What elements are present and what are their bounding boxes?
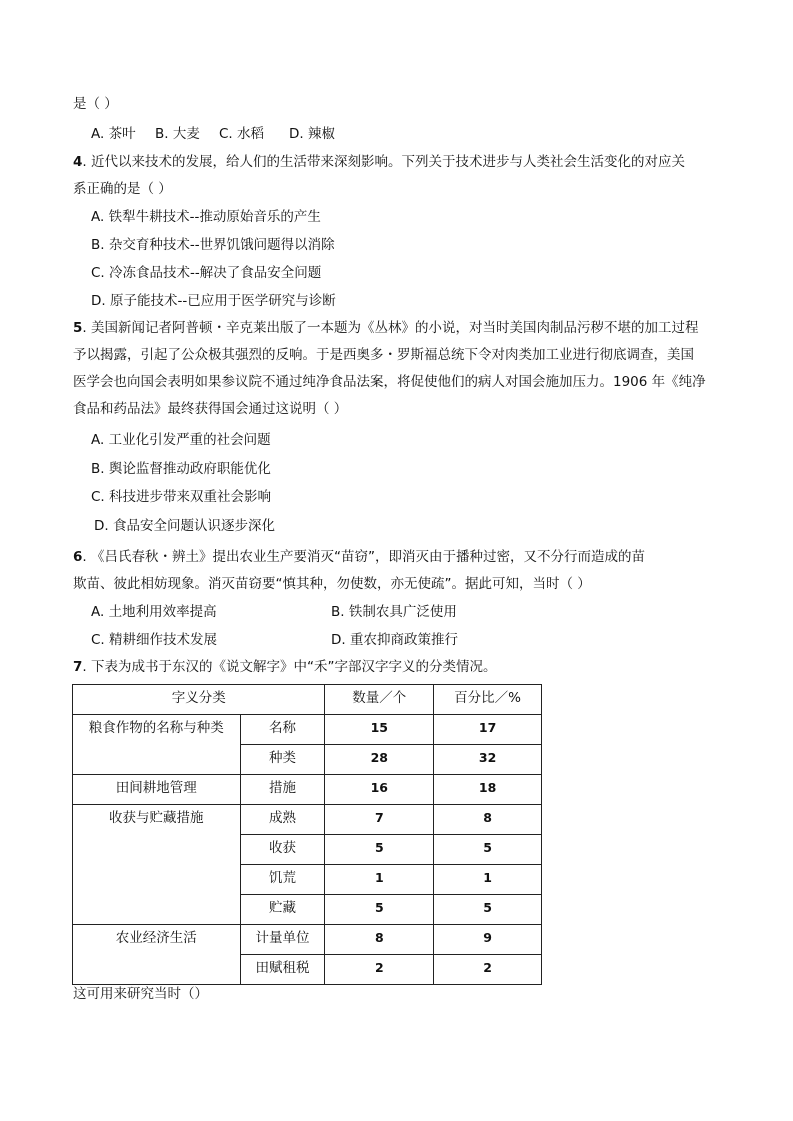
q4-number: 4 [73, 154, 83, 170]
q6-option-a[interactable]: A. 土地利用效率提高 [91, 604, 217, 620]
count-cell: 8 [325, 925, 434, 955]
count-cell: 5 [325, 835, 434, 865]
percent-cell: 9 [434, 925, 542, 955]
q5-stem-line-4: 食品和药品法》最终获得国会通过这说明（ ） [73, 401, 348, 417]
percent-cell: 1 [434, 865, 542, 895]
q4-stem-text: . 近代以来技术的发展，给人们的生活带来深刻影响。下列关于技术进步与人类社会生活变化的对应关 [82, 154, 685, 170]
header-count: 数量／个 [325, 685, 434, 715]
q3-stem-tail: 是（ ） [73, 96, 118, 112]
q6-stem-line-1 [73, 548, 645, 566]
count-cell: 7 [325, 805, 434, 835]
percent-cell: 2 [434, 955, 542, 985]
table-row [73, 925, 542, 955]
q4-option-a[interactable]: A. 铁犁牛耕技术--推动原始音乐的产生 [91, 209, 321, 225]
subcategory-cell: 计量单位 [240, 925, 325, 955]
q5-option-b[interactable]: B. 舆论监督推动政府职能优化 [91, 461, 271, 477]
subcategory-cell: 饥荒 [240, 865, 325, 895]
q3-option-b[interactable]: B. 大麦 [155, 126, 200, 142]
q7-stem-after-table: 这可用来研究当时（） [73, 986, 208, 1002]
subcategory-cell: 措施 [240, 775, 325, 805]
percent-cell: 32 [434, 745, 542, 775]
q6-stem-text: . 《吕氏春秋・辨土》提出农业生产要消灭“苗窃”，即消灭由于播种过密，又不分行而造成的苗 [82, 549, 645, 565]
percent-cell: 5 [434, 895, 542, 925]
category-cell: 农业经济生活 [73, 925, 241, 985]
count-cell: 16 [325, 775, 434, 805]
count-cell: 5 [325, 895, 434, 925]
count-cell: 28 [325, 745, 434, 775]
category-cell: 粮食作物的名称与种类 [73, 715, 241, 775]
percent-cell: 17 [434, 715, 542, 745]
q5-stem-line-3: 医学会也向国会表明如果参议院不通过纯净食品法案，将促使他们的病人对国会施加压力。1906 年《纯净 [73, 374, 706, 390]
q3-option-d[interactable]: D. 辣椒 [289, 126, 335, 142]
count-cell: 2 [325, 955, 434, 985]
percent-cell: 8 [434, 805, 542, 835]
table-header-row [73, 685, 542, 715]
q7-stem-line-1 [73, 658, 496, 676]
q6-stem-line-2: 欺苗、彼此相妨现象。消灭苗窃要“慎其种，勿使数，亦无使疏”。据此可知，当时（ ） [73, 576, 591, 592]
q7-data-table [72, 684, 542, 985]
category-cell: 田间耕地管理 [73, 775, 241, 805]
subcategory-cell: 名称 [240, 715, 325, 745]
header-category: 字义分类 [73, 685, 325, 715]
q4-option-c[interactable]: C. 冷冻食品技术--解决了食品安全问题 [91, 265, 322, 281]
q4-stem-line-1 [73, 153, 685, 171]
q7-number: 7 [73, 659, 83, 675]
category-cell: 收获与贮藏措施 [73, 805, 241, 925]
q3-option-c[interactable]: C. 水稻 [219, 126, 265, 142]
subcategory-cell: 贮藏 [240, 895, 325, 925]
q6-option-d[interactable]: D. 重农抑商政策推行 [331, 632, 458, 648]
q7-stem-text: . 下表为成书于东汉的《说文解字》中“禾”字部汉字字义的分类情况。 [82, 659, 497, 675]
subcategory-cell: 成熟 [240, 805, 325, 835]
subcategory-cell: 收获 [240, 835, 325, 865]
q6-number: 6 [73, 549, 83, 565]
q3-option-a[interactable]: A. 茶叶 [91, 126, 136, 142]
count-cell: 1 [325, 865, 434, 895]
q5-option-c[interactable]: C. 科技进步带来双重社会影响 [91, 489, 272, 505]
header-percent: 百分比／% [434, 685, 542, 715]
q4-option-d[interactable]: D. 原子能技术--已应用于医学研究与诊断 [91, 293, 336, 309]
q6-option-c[interactable]: C. 精耕细作技术发展 [91, 632, 218, 648]
q5-option-d[interactable]: D. 食品安全问题认识逐步深化 [94, 518, 275, 534]
subcategory-cell: 田赋租税 [240, 955, 325, 985]
q4-option-b[interactable]: B. 杂交育种技术--世界饥饿问题得以消除 [91, 237, 335, 253]
q5-stem-line-1 [73, 319, 699, 337]
q6-option-b[interactable]: B. 铁制农具广泛使用 [331, 604, 457, 620]
q5-stem-text: . 美国新闻记者阿普顿・辛克莱出版了一本题为《丛林》的小说，对当时美国肉制品污秽不堪的加工过程 [82, 320, 699, 336]
table-row [73, 805, 542, 835]
count-cell: 15 [325, 715, 434, 745]
q4-stem-line-2: 系正确的是（ ） [73, 181, 172, 197]
q5-stem-line-2: 予以揭露，引起了公众极其强烈的反响。于是西奥多・罗斯福总统下令对肉类加工业进行彻底调查，美国 [73, 347, 694, 363]
percent-cell: 18 [434, 775, 542, 805]
q5-number: 5 [73, 320, 83, 336]
table-row [73, 775, 542, 805]
percent-cell: 5 [434, 835, 542, 865]
table-row [73, 715, 542, 745]
q5-option-a[interactable]: A. 工业化引发严重的社会问题 [91, 432, 271, 448]
subcategory-cell: 种类 [240, 745, 325, 775]
